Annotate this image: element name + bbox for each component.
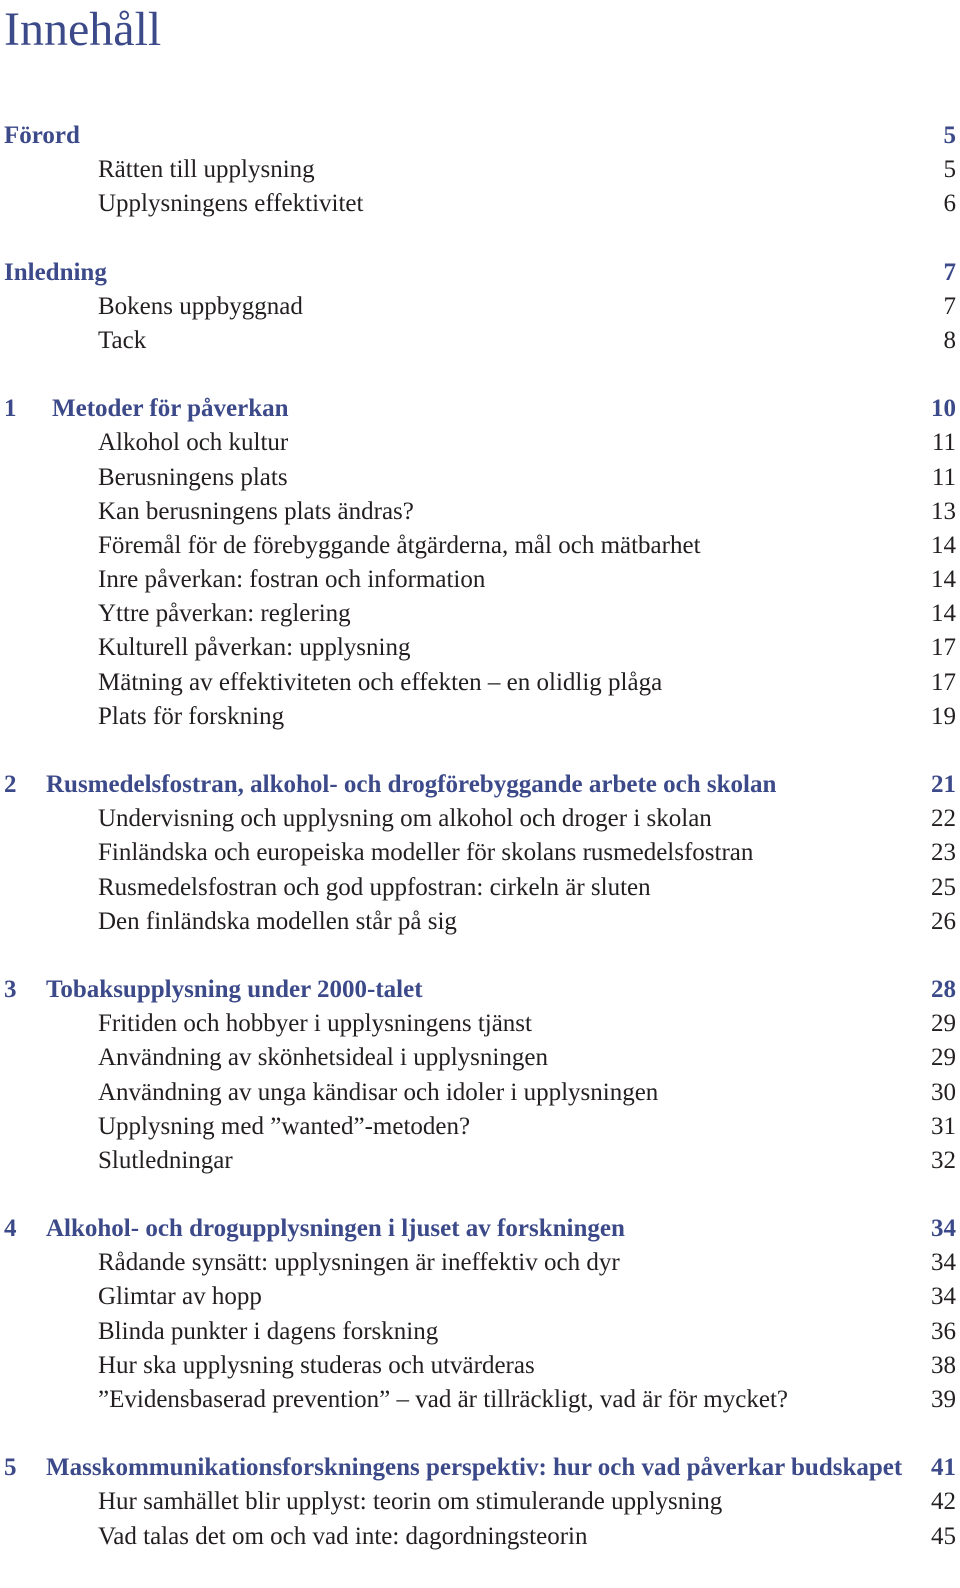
page-number: 14	[931, 600, 956, 628]
entry-label: Den finländska modellen står på sig	[98, 907, 457, 935]
heading-label: Masskommunikationsforskningens perspektiv: hur och vad påverkar budskapet	[46, 1454, 903, 1482]
toc-entry[interactable]	[0, 597, 960, 631]
page-number: 29	[931, 1010, 956, 1038]
toc-entry[interactable]	[0, 1349, 960, 1383]
heading-label: Förord	[4, 122, 80, 149]
toc-section	[0, 768, 960, 939]
page-number: 38	[931, 1351, 956, 1379]
page-number: 7	[943, 292, 956, 320]
page-number: 34	[931, 1283, 956, 1311]
page-number: 21	[931, 771, 956, 798]
toc-section	[0, 1212, 960, 1417]
toc-entry[interactable]	[0, 495, 960, 529]
page-number: 10	[931, 395, 956, 423]
toc-entry[interactable]	[0, 1520, 960, 1554]
toc-entry[interactable]	[0, 631, 960, 665]
page-number: 11	[931, 429, 956, 457]
page-number: 7	[943, 258, 956, 286]
toc-heading[interactable]	[0, 119, 960, 153]
chapter-number: 2	[4, 771, 17, 798]
toc-entry[interactable]	[0, 324, 960, 358]
entry-label: Blinda punkter i dagens forskning	[98, 1317, 439, 1345]
toc-entry[interactable]	[0, 802, 960, 836]
toc-entry[interactable]	[0, 290, 960, 324]
entry-label: Upplysning med ”wanted”-metoden?	[98, 1112, 471, 1140]
page-number: 42	[931, 1488, 956, 1516]
toc-section	[0, 256, 960, 359]
toc-section	[0, 119, 960, 222]
entry-label: Rätten till upplysning	[98, 156, 315, 184]
toc-section	[0, 1451, 960, 1554]
toc-entry[interactable]	[0, 905, 960, 939]
toc-section	[0, 392, 960, 734]
entry-label: Mätning av effektiviteten och effekten – en olidlig plåga	[98, 668, 663, 696]
toc-entry[interactable]	[0, 1041, 960, 1075]
toc-heading[interactable]	[0, 768, 960, 802]
entry-label: Rusmedelsfostran och god uppfostran: cirkeln är sluten	[98, 873, 651, 901]
entry-label: Finländska och europeiska modeller för skolans rusmedelsfostran	[98, 839, 754, 867]
entry-label: Plats för forskning	[98, 702, 285, 730]
entry-label: Användning av unga kändisar och idoler i upplysningen	[98, 1078, 659, 1106]
entry-label: Bokens uppbyggnad	[98, 292, 303, 320]
toc-entry[interactable]	[0, 426, 960, 460]
toc-entry[interactable]	[0, 1315, 960, 1349]
page-number: 5	[943, 122, 956, 149]
toc-entry[interactable]	[0, 1383, 960, 1417]
page-number: 29	[931, 1044, 956, 1072]
toc-entry[interactable]	[0, 836, 960, 870]
page-number: 6	[943, 190, 956, 218]
chapter-number: 1	[4, 395, 17, 423]
toc-entry[interactable]	[0, 871, 960, 905]
page-number: 14	[931, 531, 956, 559]
page-number: 11	[931, 463, 956, 491]
page-number: 22	[931, 805, 956, 833]
chapter-number: 4	[4, 1215, 17, 1243]
page-number: 17	[931, 634, 956, 662]
page-number: 45	[931, 1522, 956, 1550]
page-number: 25	[931, 873, 956, 901]
entry-label: Glimtar av hopp	[98, 1283, 262, 1311]
page-number: 28	[931, 975, 956, 1003]
toc-entry[interactable]	[0, 666, 960, 700]
entry-label: Kulturell påverkan: upplysning	[98, 634, 411, 662]
entry-label: Hur samhället blir upplyst: teorin om stimulerande upplysning	[98, 1488, 723, 1516]
toc-heading[interactable]	[0, 1451, 960, 1485]
toc-entry[interactable]	[0, 1280, 960, 1314]
toc-entry[interactable]	[0, 153, 960, 187]
page-number: 26	[931, 907, 956, 935]
heading-label: Rusmedelsfostran, alkohol- och drogförebyggande arbete och skolan	[46, 771, 777, 798]
page-number: 39	[931, 1386, 956, 1413]
page-number: 8	[943, 326, 956, 354]
page-number: 13	[931, 497, 956, 525]
entry-label: ”Evidensbaserad prevention” – vad är tillräckligt, vad är för mycket?	[98, 1386, 788, 1413]
toc-heading[interactable]	[0, 1212, 960, 1246]
heading-label: Inledning	[4, 258, 107, 286]
page-number: 41	[931, 1454, 956, 1482]
page-number: 14	[931, 566, 956, 594]
toc-heading[interactable]	[0, 973, 960, 1007]
toc-entry[interactable]	[0, 1007, 960, 1041]
toc-section	[0, 973, 960, 1178]
entry-label: Alkohol och kultur	[98, 429, 289, 457]
entry-label: Föremål för de förebyggande åtgärderna, mål och mätbarhet	[98, 531, 701, 559]
toc-entry[interactable]	[0, 1110, 960, 1144]
heading-label: Tobaksupplysning under 2000-talet	[46, 975, 423, 1003]
entry-label: Upplysningens effektivitet	[98, 190, 364, 218]
page-number: 36	[931, 1317, 956, 1345]
entry-label: Hur ska upplysning studeras och utvärderas	[98, 1351, 535, 1379]
entry-label: Berusningens plats	[98, 463, 288, 491]
page-number: 34	[931, 1215, 956, 1243]
table-of-contents	[0, 119, 960, 1588]
entry-label: Rådande synsätt: upplysningen är ineffektiv och dyr	[98, 1249, 620, 1277]
entry-label: Tack	[98, 326, 147, 354]
page-number: 34	[931, 1249, 956, 1277]
toc-entry[interactable]	[0, 529, 960, 563]
page-title: Innehåll	[4, 3, 162, 56]
entry-label: Kan berusningens plats ändras?	[98, 497, 414, 525]
toc-entry[interactable]	[0, 1076, 960, 1110]
page-number: 23	[931, 839, 956, 867]
toc-entry[interactable]	[0, 700, 960, 734]
page-number: 30	[931, 1078, 956, 1106]
entry-label: Användning av skönhetsideal i upplysningen	[98, 1044, 548, 1072]
entry-label: Slutledningar	[98, 1146, 233, 1174]
page-number: 17	[931, 668, 956, 696]
chapter-number: 3	[4, 975, 17, 1003]
toc-entry[interactable]	[0, 461, 960, 495]
page-number: 5	[943, 156, 956, 184]
toc-entry[interactable]	[0, 187, 960, 221]
toc-entry[interactable]	[0, 1246, 960, 1280]
page-number: 19	[931, 702, 956, 730]
entry-label: Vad talas det om och vad inte: dagordningsteorin	[98, 1522, 588, 1550]
page-number: 32	[931, 1146, 956, 1174]
toc-entry[interactable]	[0, 1144, 960, 1178]
heading-label: Metoder för påverkan	[52, 395, 289, 423]
chapter-number: 5	[4, 1454, 17, 1482]
toc-entry[interactable]	[0, 563, 960, 597]
entry-label: Inre påverkan: fostran och information	[98, 566, 486, 594]
page-number: 31	[931, 1112, 956, 1140]
entry-label: Undervisning och upplysning om alkohol och droger i skolan	[98, 805, 712, 833]
toc-heading[interactable]	[0, 256, 960, 290]
toc-entry[interactable]	[0, 1485, 960, 1519]
entry-label: Fritiden och hobbyer i upplysningens tjänst	[98, 1010, 532, 1038]
entry-label: Yttre påverkan: reglering	[98, 600, 351, 628]
toc-heading[interactable]	[0, 392, 960, 426]
heading-label: Alkohol- och drogupplysningen i ljuset av forskningen	[46, 1215, 625, 1243]
